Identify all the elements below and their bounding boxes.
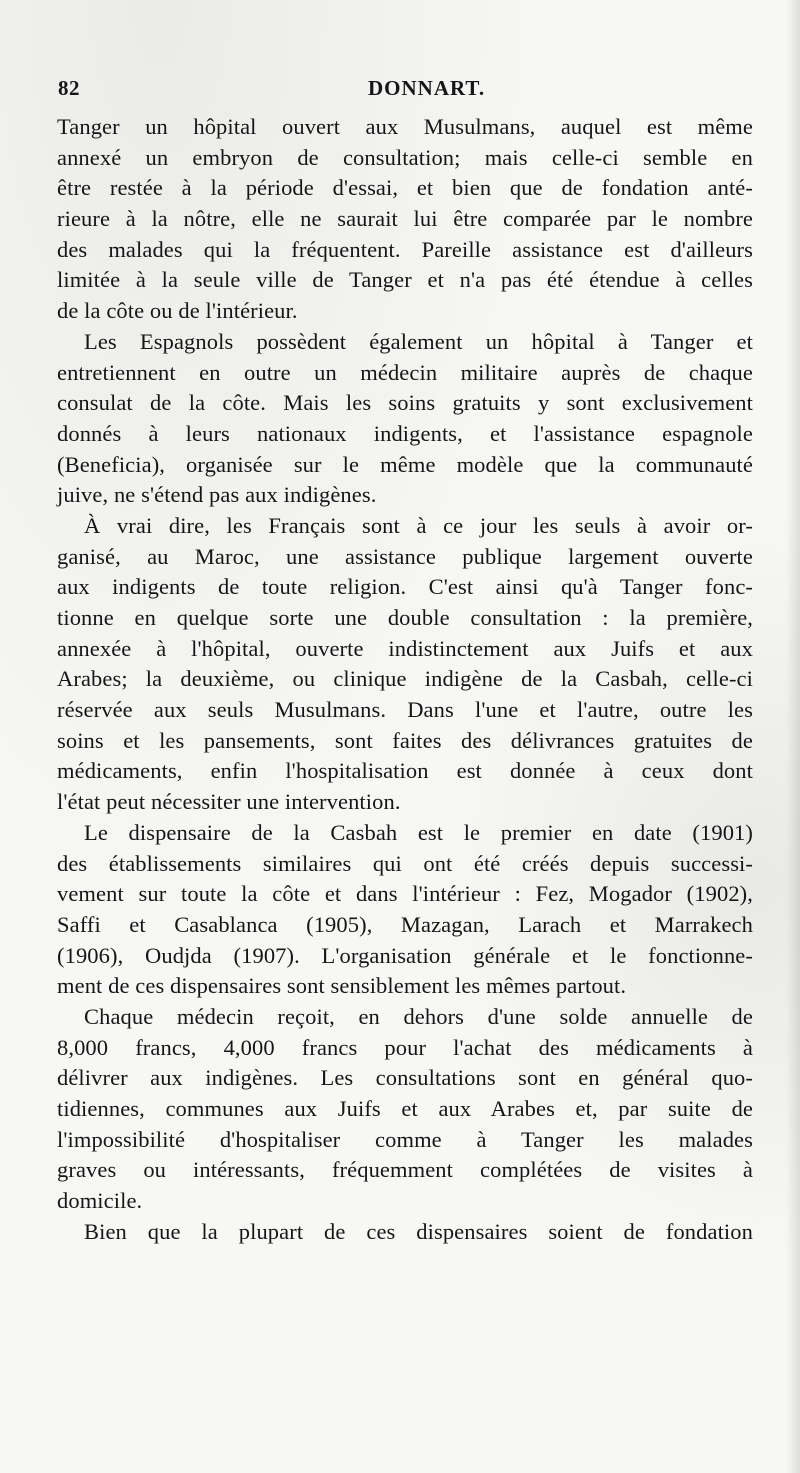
text-line: annexé un embryon de consultation; mais celle-ci semble en — [57, 144, 753, 170]
text-line: annexée à l'hôpital, ouverte indistinctement aux Juifs et aux — [57, 635, 753, 661]
text-line: (Beneficia), organisée sur le même modèle que la communauté — [57, 451, 753, 477]
text-line: Les Espagnols possèdent également un hôpital à Tanger et — [84, 328, 753, 354]
text-line: l'état peut nécessiter une intervention. — [57, 789, 401, 815]
text-line: des malades qui la fréquentent. Pareille assistance est d'ailleurs — [57, 236, 753, 262]
text-line: juive, ne s'étend pas aux indigènes. — [57, 482, 377, 508]
text-line: 8,000 francs, 4,000 francs pour l'achat des médicaments à — [57, 1034, 753, 1060]
text-line: rieure à la nôtre, elle ne saurait lui être comparée par le nombre — [57, 206, 753, 232]
text-line: limitée à la seule ville de Tanger et n'a pas été étendue à celles — [57, 267, 753, 293]
text-line: tidiennes, communes aux Juifs et aux Arabes et, par suite de — [57, 1096, 753, 1121]
text-line: être restée à la période d'essai, et bien que de fondation anté- — [57, 175, 753, 201]
text-line: domicile. — [57, 1188, 143, 1214]
page-header — [58, 76, 758, 106]
text-line: l'impossibilité d'hospitaliser comme à Tanger les malades — [57, 1126, 753, 1152]
page-number: 82 — [58, 76, 80, 100]
text-line: tionne en quelque sorte une double consultation : la première, — [57, 605, 753, 630]
text-line: Tanger un hôpital ouvert aux Musulmans, auquel est même — [57, 114, 753, 139]
text-line: de la côte ou de l'intérieur. — [57, 298, 298, 324]
text-line: aux indigents de toute religion. C'est ainsi qu'à Tanger fonc- — [57, 574, 753, 600]
text-line: soins et les pansements, sont faites des délivrances gratuites de — [57, 727, 753, 753]
text-line: vement sur toute la côte et dans l'intérieur : Fez, Mogador (1902), — [57, 881, 753, 907]
text-line: médicaments, enfin l'hospitalisation est donnée à ceux dont — [57, 758, 753, 784]
text-line: Arabes; la deuxième, ou clinique indigène de la Casbah, celle-ci — [57, 666, 753, 692]
text-line: délivrer aux indigènes. Les consultations sont en général quo- — [57, 1065, 753, 1091]
text-line: graves ou intéressants, fréquemment complétées de visites à — [57, 1157, 753, 1183]
text-line: donnés à leurs nationaux indigents, et l'assistance espagnole — [57, 420, 753, 446]
text-line: entretiennent en outre un médecin militaire auprès de chaque — [57, 359, 753, 385]
text-line: Bien que la plupart de ces dispensaires soient de fondation — [84, 1218, 753, 1244]
text-line: ganisé, au Maroc, une assistance publique largement ouverte — [57, 543, 753, 569]
text-line: réservée aux seuls Musulmans. Dans l'une et l'autre, outre les — [57, 697, 753, 723]
running-head: DONNART. — [368, 76, 486, 100]
text-line: ment de ces dispensaires sont sensiblement les mêmes partout. — [57, 973, 627, 999]
text-line: Saffi et Casablanca (1905), Mazagan, Larach et Marrakech — [57, 911, 753, 937]
text-line: Le dispensaire de la Casbah est le premier en date (1901) — [84, 819, 753, 845]
text-line: des établissements similaires qui ont été créés depuis successi- — [57, 850, 753, 876]
text-line: À vrai dire, les Français sont à ce jour les seuls à avoir or- — [84, 512, 753, 538]
text-line: Chaque médecin reçoit, en dehors d'une solde annuelle de — [84, 1003, 753, 1029]
page-edge-shadow — [786, 0, 800, 1473]
body-text — [57, 112, 753, 1247]
text-line: (1906), Oudjda (1907). L'organisation générale et le fonctionne- — [57, 942, 753, 968]
text-line: consulat de la côte. Mais les soins gratuits y sont exclusivement — [57, 390, 753, 416]
